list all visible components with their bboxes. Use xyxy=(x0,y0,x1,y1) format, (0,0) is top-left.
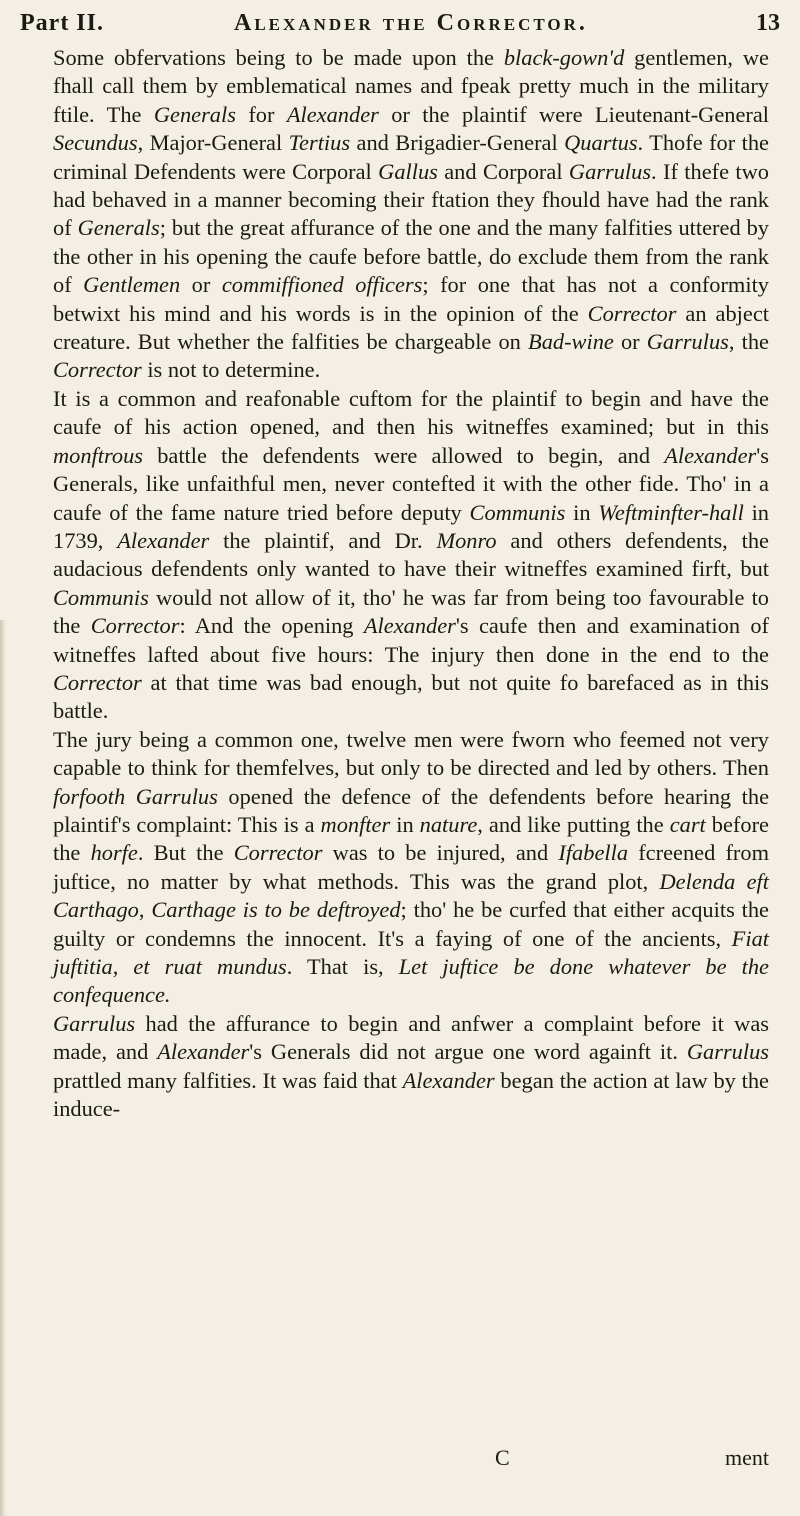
italic-run: Gallus xyxy=(378,158,438,184)
italic-run: cart xyxy=(669,811,706,837)
italic-run: forfooth Garrulus xyxy=(53,783,218,809)
catchword: ment xyxy=(725,1445,769,1470)
text-run: opened the defence of the defendents before hearing the plaintif's complaint: This is a xyxy=(53,783,770,837)
italic-run: Gentlemen xyxy=(83,272,181,298)
italic-run: Garrulus xyxy=(646,329,729,355)
text-run: , xyxy=(112,954,134,979)
text-run: , and like putting the xyxy=(477,811,670,837)
italic-run: commiffioned officers xyxy=(221,272,423,298)
italic-run: Delenda eft Carthago xyxy=(53,868,769,923)
paragraph xyxy=(53,385,769,726)
italic-run: Alexander xyxy=(363,613,456,639)
text-run: , xyxy=(138,897,152,923)
italic-run: Communis xyxy=(469,499,566,525)
italic-run: Bad-wine xyxy=(528,329,614,355)
italic-run: Alexander xyxy=(402,1067,495,1093)
text-run: or xyxy=(613,329,647,355)
text-run: 's Generals did not argue one word againft it. xyxy=(249,1039,687,1065)
signature-mark: C xyxy=(495,1445,510,1470)
text-run: ; but the great affurance of the one and the many falfities uttered by the other in his opening the caufe before battle, do exclude them from the rank of xyxy=(53,215,770,298)
italic-run: Monro xyxy=(436,527,497,553)
text-run: at that time was bad enough, but not quite fo barefaced as in this battle. xyxy=(53,669,769,724)
text-run: would not allow of it, tho' he was far from being too favourable to the xyxy=(53,584,769,639)
text-run: ; tho' he be curfed that either acquits the guilty or condemns the innocent. It's a faying of one of the ancients, xyxy=(53,897,769,951)
text-run: an abject creature. But whether the falfities be chargeable on xyxy=(53,300,769,355)
text-run: , the xyxy=(728,329,769,355)
italic-run: nature xyxy=(419,811,478,837)
text-run: : And the opening xyxy=(179,613,364,639)
binding-shadow xyxy=(0,620,6,1516)
italic-run: Alexander xyxy=(117,527,210,553)
italic-run: monfter xyxy=(320,811,391,837)
text-run: was to be injured, and xyxy=(322,840,559,866)
text-run: Some obfervations being to be made upon the xyxy=(53,45,504,70)
italic-run: Generals xyxy=(153,101,236,127)
page-footer xyxy=(53,1445,769,1475)
italic-run: monftrous xyxy=(53,442,143,468)
text-run: is not to determine. xyxy=(141,357,321,383)
text-run: in 1739, xyxy=(53,499,769,553)
text-run: and Brigadier-General xyxy=(350,130,565,156)
text-run: 's caufe then and examination of witneffes lafted about five hours: The injury then done in the end to the xyxy=(53,613,770,667)
italic-run: Alexander xyxy=(286,101,379,127)
italic-run: Garrulus xyxy=(568,158,652,184)
text-run: had the affurance to begin and anfwer a complaint before it was made, and xyxy=(53,1010,769,1065)
text-run: for xyxy=(235,101,287,127)
italic-run: black-gown'd xyxy=(503,45,625,70)
italic-run: Communis xyxy=(53,584,149,610)
text-run: or xyxy=(180,272,222,298)
text-run: in xyxy=(390,811,420,837)
text-run: 's Generals, like unfaithful men, never contefted it with the other fide. Tho' in a caufe of the fame nature tried before deputy xyxy=(53,442,769,525)
running-title: Alexander the Corrector. xyxy=(234,10,588,36)
italic-run: Corrector xyxy=(90,613,180,639)
italic-run: Carthage is to be deftroyed xyxy=(151,897,401,923)
italic-run: Alexander xyxy=(157,1039,250,1065)
italic-run: horfe xyxy=(90,840,138,866)
running-header xyxy=(20,4,780,40)
italic-run: Corrector xyxy=(53,357,142,383)
italic-run: Let juftice be done whatever be the confequence. xyxy=(53,954,769,1008)
page-number: 13 xyxy=(756,10,780,36)
italic-run: Fiat juftitia xyxy=(53,925,769,979)
italic-run: Generals xyxy=(77,215,160,241)
italic-run: Corrector xyxy=(587,300,677,326)
italic-run: Corrector xyxy=(53,669,142,695)
text-run: The jury being a common one, twelve men were fworn who feemed not very capable to think for themfelves, but only to be directed and led by others. Then xyxy=(53,726,769,781)
paragraph xyxy=(53,1010,769,1124)
text-run: . If thefe two had behaved in a manner becoming their ftation they fhould have had the rank of xyxy=(53,158,770,241)
text-run: . That is, xyxy=(286,954,399,979)
text-run: . But the xyxy=(137,840,234,866)
text-run: . Thofe for the criminal Defendents were Corporal xyxy=(53,130,769,184)
italic-run: Secundus xyxy=(53,130,138,156)
body-text xyxy=(53,44,769,1123)
italic-run: Alexander xyxy=(664,442,757,468)
text-run: ; for one that has not a conformity betwixt his mind and his words is in the opinion of the xyxy=(53,272,769,326)
italic-run: et ruat mundus xyxy=(133,954,287,979)
text-run: before the xyxy=(53,811,769,866)
italic-run: Garrulus xyxy=(53,1010,136,1036)
text-run: battle the defendents were allowed to begin, and xyxy=(143,442,665,468)
text-run: fcreened from juftice, no matter by what methods. This was the grand plot, xyxy=(53,840,770,894)
italic-run: Garrulus xyxy=(686,1039,770,1065)
text-run: and others defendents, the audacious defendents only wanted to have their witneffes examined firft, but xyxy=(53,527,769,582)
text-run: It is a common and reafonable cuftom for the plaintif to begin and have the caufe of his action opened, and then his witneffes examined; but in this xyxy=(53,385,769,440)
text-run: the plaintif, and Dr. xyxy=(209,527,437,553)
italic-run: Quartus xyxy=(564,130,638,156)
italic-run: Tertius xyxy=(288,130,351,156)
paragraph xyxy=(53,726,769,1010)
italic-run: Weftminfter-hall xyxy=(598,499,744,525)
text-run: and Corporal xyxy=(437,158,569,184)
paragraph xyxy=(53,44,769,385)
text-run: began the action at law by the induce- xyxy=(53,1067,769,1122)
text-run: in xyxy=(565,499,599,525)
text-run: gentlemen, we fhall call them by emblematical names and fpeak pretty much in the military ftile. The xyxy=(53,45,769,127)
italic-run: Ifabella xyxy=(558,840,629,866)
italic-run: Corrector xyxy=(233,840,323,866)
text-run: prattled many falfities. It was faid that xyxy=(53,1067,403,1093)
part-label: Part II. xyxy=(20,10,104,36)
text-run: or the plaintif were Lieutenant-General xyxy=(378,101,770,127)
text-run: , Major-General xyxy=(137,130,289,156)
